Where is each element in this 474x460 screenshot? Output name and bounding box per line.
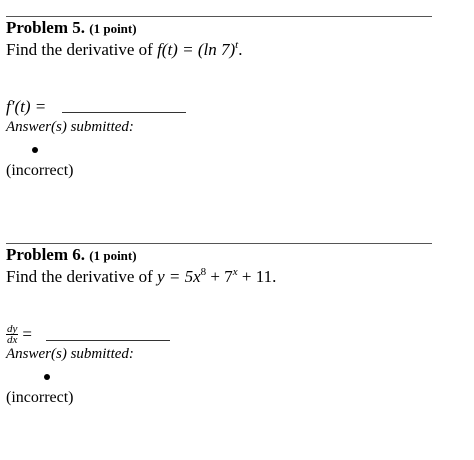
problem-6-dy-dx-fraction [6, 324, 18, 345]
problem-5-points: (1 point) [89, 21, 137, 36]
problem-6-prompt-text: Find the derivative of [6, 267, 158, 286]
problem-6-exponent-x: x [232, 266, 238, 278]
problem-6-number: Problem 6. [6, 245, 86, 264]
problem-6-prompt [6, 267, 276, 287]
problem-6-fraction-denominator: dx [7, 334, 18, 346]
problem-5-prompt-text: Find the derivative of [6, 40, 158, 59]
problem-6-fraction-numerator: dy [7, 323, 18, 335]
problem-5-submitted-bullet [32, 147, 38, 153]
problem-5-prompt [6, 40, 242, 60]
problem-5-title [6, 18, 137, 38]
problem-5-status: (incorrect) [6, 162, 74, 179]
problem-6-status: (incorrect) [6, 389, 74, 406]
problem-5-expression-period: . [238, 40, 243, 59]
problem-6-submitted-bullet [44, 374, 50, 380]
problem-5-expression-exponent: t [235, 39, 239, 51]
problem-5-expression: f(t) = (ln 7) [157, 40, 236, 59]
problem-5-answer-field[interactable] [62, 112, 186, 113]
problem-5-answer-label: f′(t) = [6, 97, 47, 116]
problem-6-expression-part-b: + 7 [206, 267, 233, 286]
problem-6-answer-label [6, 324, 32, 345]
problem-5-number: Problem 5. [6, 18, 86, 37]
problem-6-title [6, 245, 137, 265]
problem-6-divider [6, 243, 432, 244]
problem-5-divider [6, 16, 432, 17]
problem-5-submitted-label: Answer(s) submitted: [6, 119, 134, 135]
problem-6-submitted-label: Answer(s) submitted: [6, 346, 134, 362]
problem-6-expression-part-a: y = 5x [157, 267, 201, 286]
problem-6-exponent-8: 8 [200, 266, 207, 278]
problem-6-expression-part-c: + 11. [237, 267, 277, 286]
problem-6-answer-field[interactable] [46, 340, 170, 341]
problem-6-equals-sign: = [22, 324, 32, 344]
problem-6-points: (1 point) [89, 248, 137, 263]
